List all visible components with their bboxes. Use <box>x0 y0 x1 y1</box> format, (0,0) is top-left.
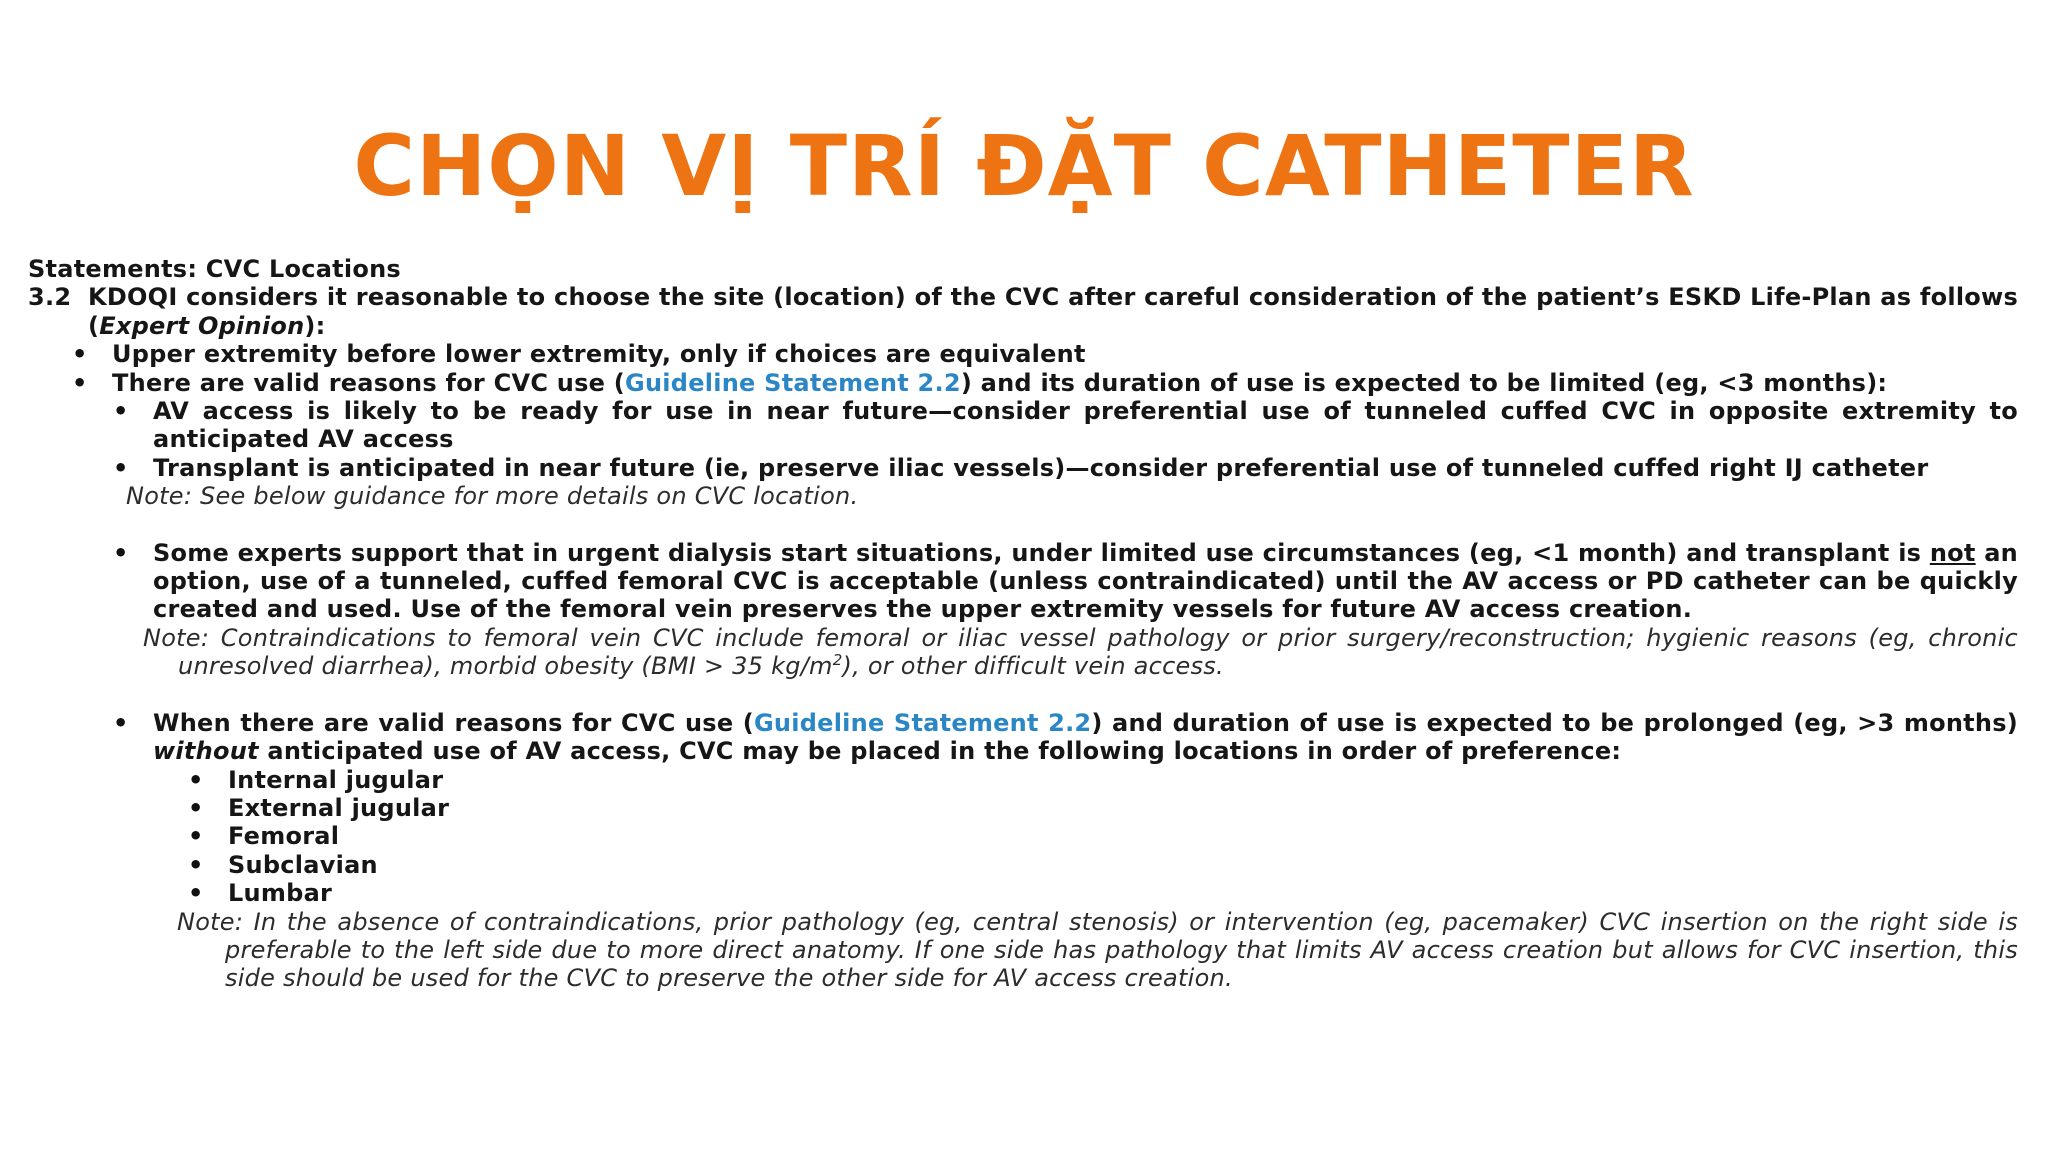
sub-bullet-urgent-dialysis <box>28 539 2018 624</box>
bullet-upper-extremity-text: Upper extremity before lower extremity, only if choices are equivalent <box>112 340 1086 369</box>
list-item <box>28 766 2018 794</box>
bullet-valid-reasons <box>28 369 2018 397</box>
urgent-dialysis-text-b: an option, use of a tunneled, cuffed femoral CVC is acceptable (unless contraindicated) until the AV access or PD catheter can be quickly created and used. Use of the femoral vein preserves the upper extremity vessels for future AV access creation. <box>153 538 2018 624</box>
statement-3-2 <box>28 283 2018 340</box>
guideline-document <box>28 255 2018 993</box>
bullet-valid-reasons-text-b: ) and its duration of use is expected to be limited (eg, <3 months): <box>960 368 1888 397</box>
list-item <box>28 794 2018 822</box>
statement-text-b: ): <box>304 311 326 340</box>
note-contraindications-text-b: ), or other difficult vein access. <box>842 652 1224 681</box>
prolonged-use-text-b: ) and duration of use is expected to be prolonged (eg, >3 months) <box>1091 708 2018 737</box>
location-lumbar: Lumbar <box>228 879 333 908</box>
statement-text-a: KDOQI considers it reasonable to choose the site (location) of the CVC after careful consideration of the patient’s ESKD Life-Plan as follows ( <box>88 283 2018 340</box>
location-internal-jugular: Internal jugular <box>228 765 444 794</box>
location-subclavian: Subclavian <box>228 850 378 879</box>
list-item <box>28 851 2018 879</box>
location-external-jugular: External jugular <box>228 793 450 822</box>
bullet-dot-icon: • <box>188 850 204 879</box>
prolonged-use-text-a: When there are valid reasons for CVC use ( <box>153 708 754 737</box>
guideline-link[interactable]: Guideline Statement 2.2 <box>625 368 961 397</box>
statement-italic: Expert Opinion <box>99 311 305 340</box>
urgent-dialysis-text-a: Some experts support that in urgent dialysis start situations, under limited use circumstances (eg, <1 month) and transplant is <box>153 538 1930 567</box>
prolonged-use-italic: without <box>153 737 259 766</box>
bullet-dot-icon: • <box>113 397 129 426</box>
bullet-dot-icon: • <box>113 453 129 482</box>
sub-bullet-av-access <box>28 397 2018 454</box>
location-list <box>28 766 2018 908</box>
statement-text <box>88 283 2018 340</box>
note-contraindications <box>28 624 2018 681</box>
list-item <box>28 879 2018 907</box>
list-item <box>28 822 2018 850</box>
bullet-dot-icon: • <box>72 340 88 369</box>
statements-heading: Statements: CVC Locations <box>28 255 401 283</box>
bullet-dot-icon: • <box>72 368 88 397</box>
bullet-dot-icon: • <box>188 822 204 851</box>
bullet-valid-reasons-text-a: There are valid reasons for CVC use ( <box>112 368 626 397</box>
statement-number: 3.2 <box>28 283 72 312</box>
note-contraindications-text-a: Note: Contraindications to femoral vein CVC include femoral or iliac vessel pathology or prior surgery/reconstruction; hygienic reasons (eg, chronic unresolved diarrhea), morbid obesity (BMI > 35 kg/m <box>143 623 2018 681</box>
bullet-dot-icon: • <box>188 879 204 908</box>
location-femoral: Femoral <box>228 822 340 851</box>
guideline-link[interactable]: Guideline Statement 2.2 <box>753 708 1092 737</box>
note-cvc-location: Note: See below guidance for more details on CVC location. <box>126 482 859 511</box>
note-contraindications-sup: 2 <box>832 651 843 670</box>
urgent-dialysis-underline: not <box>1929 538 1976 567</box>
sub-bullet-transplant-text: Transplant is anticipated in near future (ie, preserve iliac vessels)—consider preferential use of tunneled cuffed right IJ catheter <box>153 453 1929 482</box>
prolonged-use-text-c: anticipated use of AV access, CVC may be placed in the following locations in order of preference: <box>258 737 1622 766</box>
bullet-dot-icon: • <box>188 765 204 794</box>
bullet-dot-icon: • <box>188 793 204 822</box>
bullet-upper-extremity <box>28 340 2018 368</box>
bullet-dot-icon: • <box>113 708 129 737</box>
sub-bullet-av-access-text: AV access is likely to be ready for use in near future—consider preferential use of tunneled cuffed CVC in opposite extremity to anticipated AV access <box>153 397 2018 454</box>
note-right-side: Note: In the absence of contraindications, prior pathology (eg, central stenosis) or intervention (eg, pacemaker) CVC insertion on the right side is preferable to the left side due to more direct anatomy. If one side has pathology that limits AV access creation but allows for CVC insertion, this side should be used for the CVC to preserve the other side for AV access creation. <box>177 907 2018 993</box>
page-title: CHỌN VỊ TRÍ ĐẶT CATHETER <box>353 117 1695 215</box>
bullet-dot-icon: • <box>113 538 129 567</box>
sub-bullet-transplant <box>28 454 2018 482</box>
sub-bullet-prolonged-use <box>28 709 2018 766</box>
